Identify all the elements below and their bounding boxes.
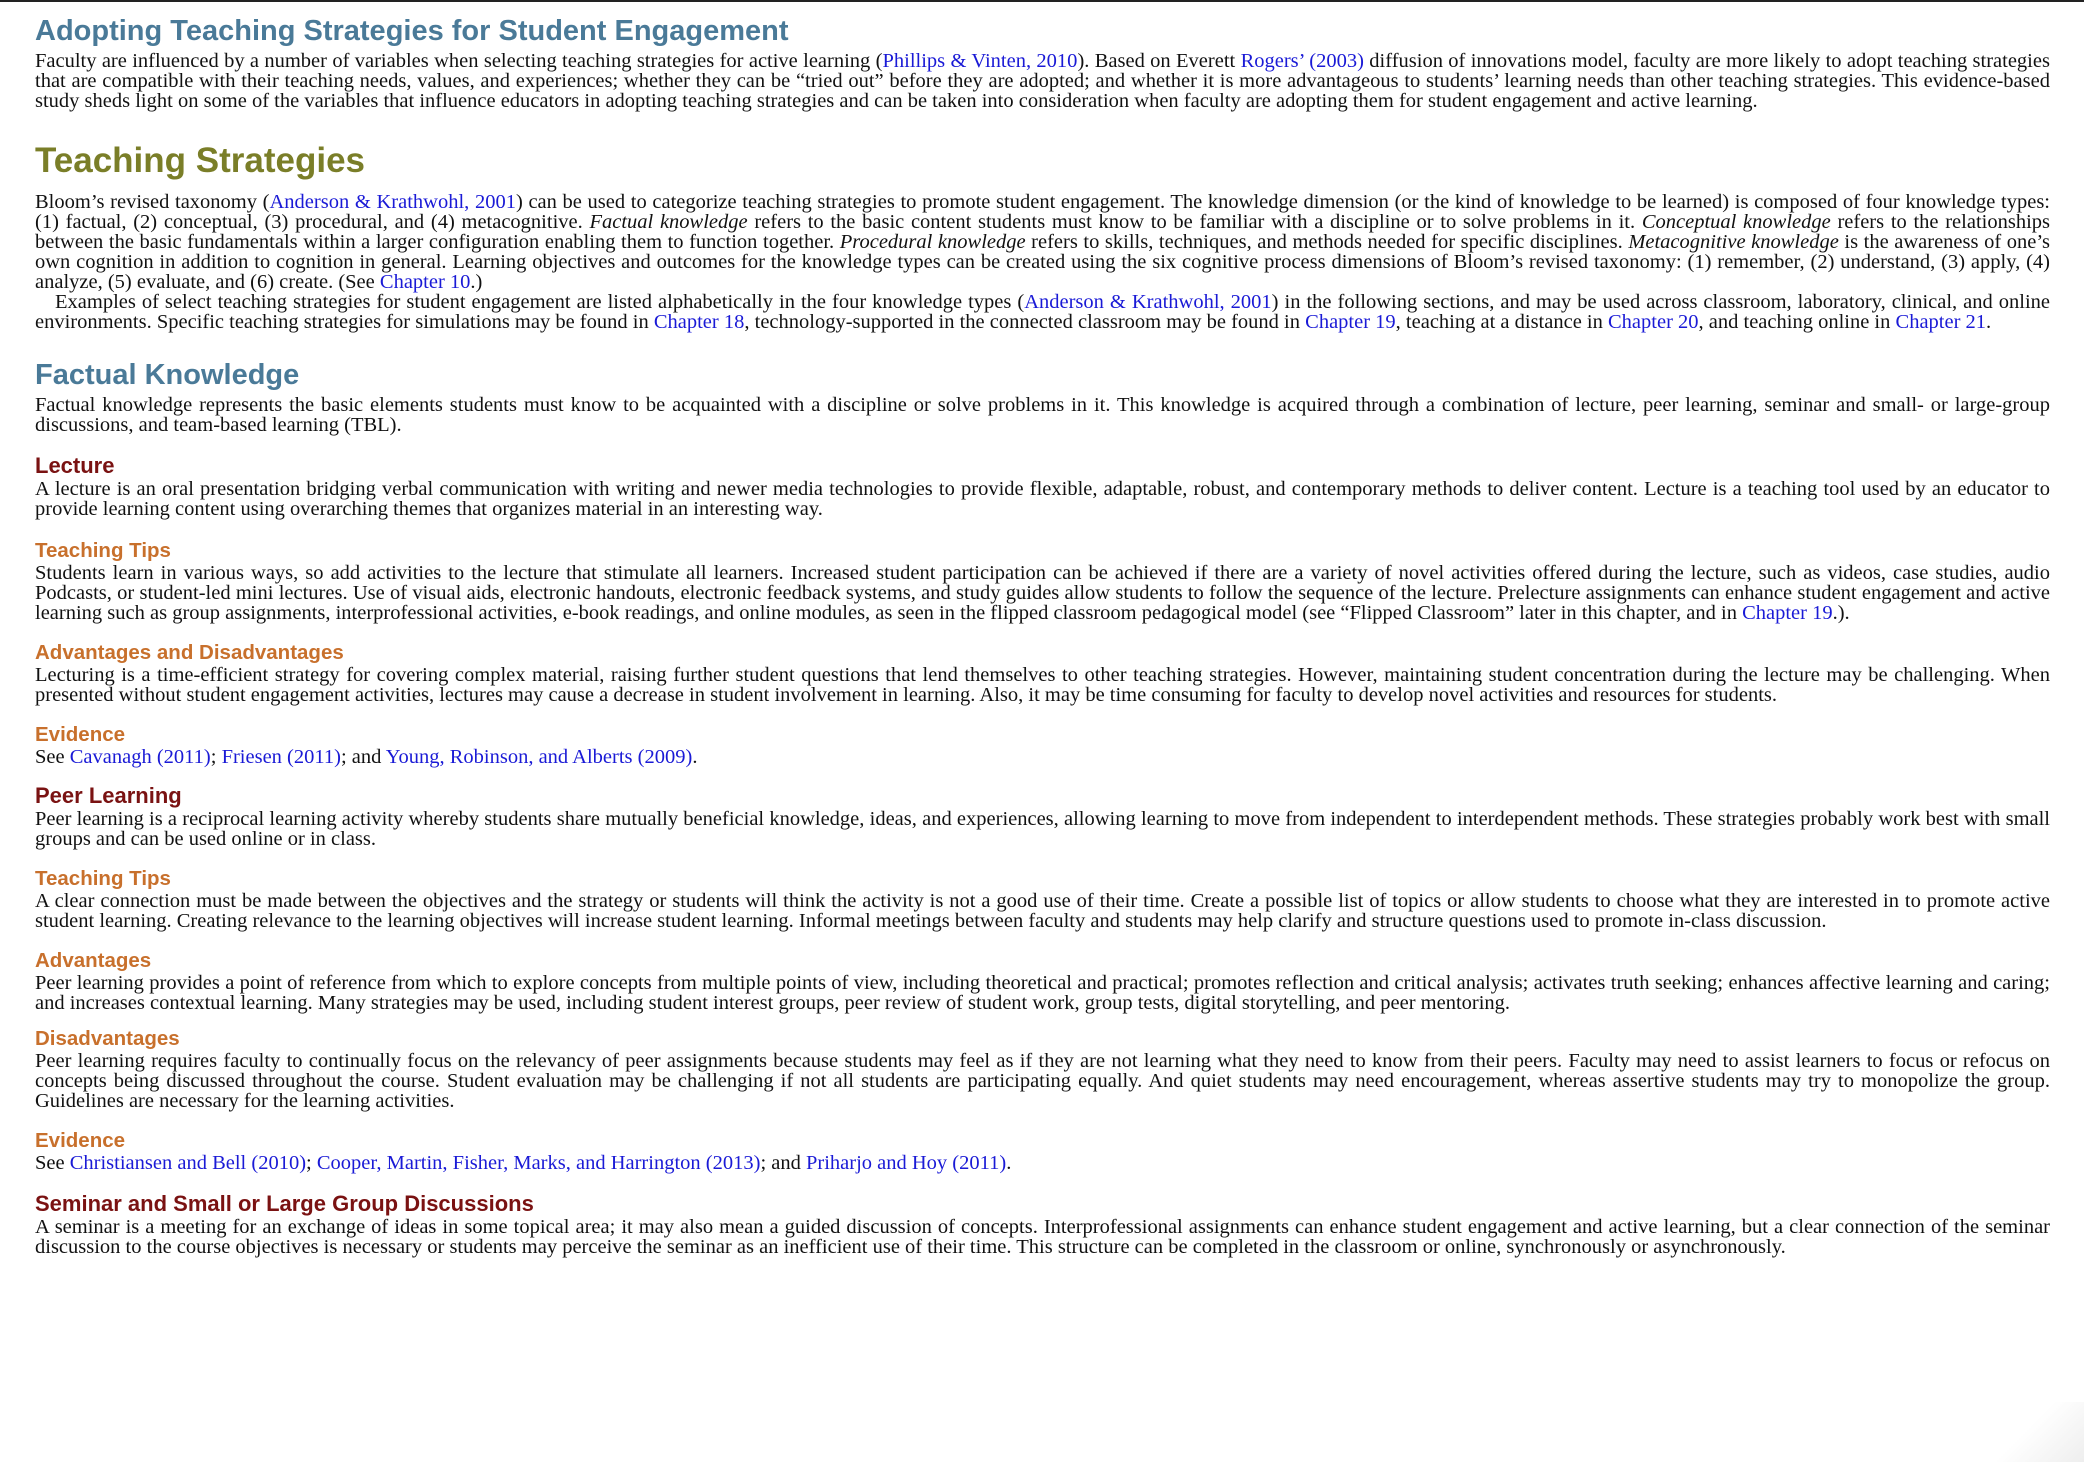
subheading-lecture: Lecture xyxy=(35,453,115,478)
text-run: . xyxy=(1006,1152,1012,1174)
lecture-teaching-tips-paragraph xyxy=(35,563,2050,623)
text-run: Faculty are influenced by a number of variables when selecting teaching strategies for active learning ( xyxy=(35,50,883,72)
lecture-evidence-heading: Evidence xyxy=(35,723,126,746)
teaching-strategies-paragraph-1 xyxy=(35,192,2050,292)
text-run: .) xyxy=(470,271,483,293)
text-run: , and teaching online in xyxy=(1698,311,1896,333)
text-run: refers to skills, techniques, and methods needed for specific disciplines. xyxy=(1025,231,1629,253)
text-run: ; and xyxy=(760,1152,806,1174)
text-run: .). xyxy=(1832,602,1850,624)
chapter-link[interactable]: Chapter 19 xyxy=(1742,602,1833,624)
section-heading-teaching-strategies: Teaching Strategies xyxy=(35,141,366,180)
text-run: diffusion of innovations model, faculty are more likely to adopt teaching strategies that are compatible with their teaching needs, values, and experiences; whether they can be “tried out” before they are adopted; and whether it is more advantageous to students’ learning needs than other teaching strategies. This evidence-based study sheds light on some of the variables that influence educators in adopting teaching strategies and can be taken into consideration when faculty are adopting them for student engagement and active learning. xyxy=(35,50,2050,112)
lecture-evidence-paragraph xyxy=(35,747,2050,767)
chapter-link[interactable]: Chapter 21 xyxy=(1895,311,1987,333)
peer-advantages-heading: Advantages xyxy=(35,949,152,972)
text-run: ) in the following sections, and may be used across classroom, laboratory, clinical, and online environments. Specific teaching strategies for simulations may be found in xyxy=(35,291,2050,333)
text-run: Students learn in various ways, so add activities to the lecture that stimulate all learners. Increased student participation can be achieved if there are a variety of novel activities offered during the lecture, such as videos, case studies, audio Podcasts, or student-led mini lectures. Use of visual aids, electronic handouts, electronic feedback systems, and study guides allow students to follow the sequence of the lecture. Prelecture assignments can enhance student engagement and active learning such as group assignments, interprofessional activities, e-book readings, and online modules, as seen in the flipped classroom pedagogical model (see “Flipped Classroom” later in this chapter, and in xyxy=(35,562,2050,624)
section-heading-adopting: Adopting Teaching Strategies for Student Engagement xyxy=(35,15,789,47)
peer-teaching-tips-heading: Teaching Tips xyxy=(35,867,171,890)
text-run: , technology-supported in the connected classroom may be found in xyxy=(744,311,1306,333)
text-run: Examples of select teaching strategies for student engagement are listed alphabetically in the four knowledge types ( xyxy=(55,291,1025,313)
section-heading-factual-knowledge: Factual Knowledge xyxy=(35,359,300,391)
text-run: Bloom’s revised taxonomy ( xyxy=(35,191,270,213)
text-run: refers to the basic content students must know to be familiar with a discipline or to solve problems in it. xyxy=(747,211,1642,233)
citation-link[interactable]: Friesen (2011) xyxy=(221,746,341,768)
text-run: . xyxy=(692,746,698,768)
term-factual: Factual knowledge xyxy=(589,211,748,233)
text-run: ). Based on Everett xyxy=(1077,50,1241,72)
peer-evidence-heading: Evidence xyxy=(35,1129,126,1152)
peer-learning-paragraph: Peer learning is a reciprocal learning activity whereby students share mutually beneficial knowledge, ideas, and experiences, allowing learning to move from independent to interdependent methods. These strategies probably work best with small groups and can be used online or in class. xyxy=(35,808,2050,850)
subheading-peer-learning: Peer Learning xyxy=(35,783,182,808)
adopting-paragraph xyxy=(35,51,2050,111)
text-run: See xyxy=(35,746,70,768)
citation-link[interactable]: Cavanagh (2011) xyxy=(69,746,211,768)
document-page xyxy=(35,14,2050,1257)
peer-disadvantages-heading: Disadvantages xyxy=(35,1027,180,1050)
peer-teaching-tips-paragraph: A clear connection must be made between the objectives and the strategy or students will think the activity is not a good use of their time. Create a possible list of topics or allow students to choose what they are interested in to promote active student learning. Creating relevance to the learning objectives will increase student learning. Informal meetings between faculty and students may help clarify and structure questions used to promote in-class discussion. xyxy=(35,890,2050,932)
text-run: ; xyxy=(210,746,222,768)
lecture-advantages-paragraph: Lecturing is a time-efficient strategy for covering complex material, raising further student questions that lend themselves to other teaching strategies. However, maintaining student concentration during the lecture may be challenging. When presented without student engagement activities, lectures may cause a decrease in student involvement in learning. Also, it may be time consuming for faculty to develop novel activities and resources for students. xyxy=(35,664,2050,706)
citation-link[interactable]: Young, Robinson, and Alberts (2009) xyxy=(385,746,693,768)
teaching-strategies-paragraph-2 xyxy=(35,292,2050,332)
peer-evidence-paragraph xyxy=(35,1153,2050,1173)
term-metacognitive: Metacognitive knowledge xyxy=(1628,231,1839,253)
term-procedural: Procedural knowledge xyxy=(839,231,1026,253)
peer-advantages-paragraph: Peer learning provides a point of reference from which to explore concepts from multiple points of view, including theoretical and practical; promotes reflection and critical analysis; activates truth seeking; enhances affective learning and caring; and increases contextual learning. Many strategies may be used, including student interest groups, peer review of student work, group tests, digital storytelling, and peer mentoring. xyxy=(35,972,2050,1014)
seminar-paragraph: A seminar is a meeting for an exchange of ideas in some topical area; it may also mean a guided discussion of concepts. Interprofessional assignments can enhance student engagement and active learning, but a clear connection of the seminar discussion to the course objectives is necessary or students may perceive the seminar as an inefficient use of their time. This structure can be completed in the classroom or online, synchronously or asynchronously. xyxy=(35,1216,2050,1258)
term-conceptual: Conceptual knowledge xyxy=(1641,211,1831,233)
text-run: See xyxy=(35,1152,70,1174)
citation-link[interactable]: Cooper, Martin, Fisher, Marks, and Harrington (2013) xyxy=(316,1152,761,1174)
lecture-advantages-heading: Advantages and Disadvantages xyxy=(35,641,344,664)
citation-link[interactable]: Priharjo and Hoy (2011) xyxy=(805,1152,1007,1174)
lecture-paragraph: A lecture is an oral presentation bridging verbal communication with writing and newer media technologies to provide flexible, adaptable, robust, and contemporary methods to deliver content. Lecture is a teaching tool used by an educator to provide learning content using overarching themes that organizes material in an interesting way. xyxy=(35,478,2050,520)
lecture-teaching-tips-heading: Teaching Tips xyxy=(35,539,171,562)
text-run: ; and xyxy=(340,746,386,768)
chapter-link[interactable]: Chapter 19 xyxy=(1305,311,1396,333)
text-run: ) can be used to categorize teaching strategies to promote student engagement. The knowledge dimension (or the kind of knowledge to be learned) is composed of four knowledge types: (1) factual, (2) conceptual, (3) procedural, and (4) metacognitive. xyxy=(35,191,2050,233)
subheading-seminar: Seminar and Small or Large Group Discussions xyxy=(35,1191,534,1216)
text-run: refers to the relationships between the basic fundamentals within a larger configuration enabling them to function together. xyxy=(35,211,2050,253)
peer-disadvantages-paragraph: Peer learning requires faculty to continually focus on the relevancy of peer assignments because students may feel as if they are not learning what they need to know from their peers. Faculty may need to assist learners to focus or refocus on concepts being discussed throughout the course. Student evaluation may be challenging if not all students are participating equally. And quiet students may need encouragement, whereas assertive students may try to monopolize the group. Guidelines are necessary for the learning activities. xyxy=(35,1050,2050,1112)
factual-knowledge-paragraph: Factual knowledge represents the basic elements students must know to be acquainted with a discipline or solve problems in it. This knowledge is acquired through a combination of lecture, peer learning, seminar and small- or large-group discussions, and team-based learning (TBL). xyxy=(35,394,2050,436)
text-run: . xyxy=(1986,311,1992,333)
citation-link[interactable]: Christiansen and Bell (2010) xyxy=(69,1152,307,1174)
citation-link[interactable]: Rogers’ (2003) xyxy=(1240,50,1364,72)
citation-link[interactable]: Anderson & Krathwohl, 2001 xyxy=(269,191,516,213)
citation-link[interactable]: Anderson & Krathwohl, 2001 xyxy=(1024,291,1272,313)
text-run: is the awareness of one’s own cognition in addition to cognition in general. Learning objectives and outcomes for the knowledge types can be created using the six cognitive process dimensions of Bloom’s revised taxonomy: (1) remember, (2) understand, (3) apply, (4) analyze, (5) evaluate, and (6) create. (See xyxy=(35,231,2050,293)
page-corner-shadow xyxy=(1994,1402,2084,1462)
text-run: , teaching at a distance in xyxy=(1395,311,1608,333)
text-run: ; xyxy=(306,1152,317,1174)
chapter-link[interactable]: Chapter 20 xyxy=(1608,311,1699,333)
chapter-link[interactable]: Chapter 18 xyxy=(653,311,745,333)
citation-link[interactable]: Phillips & Vinten, 2010 xyxy=(882,50,1078,72)
chapter-link[interactable]: Chapter 10 xyxy=(379,271,471,293)
